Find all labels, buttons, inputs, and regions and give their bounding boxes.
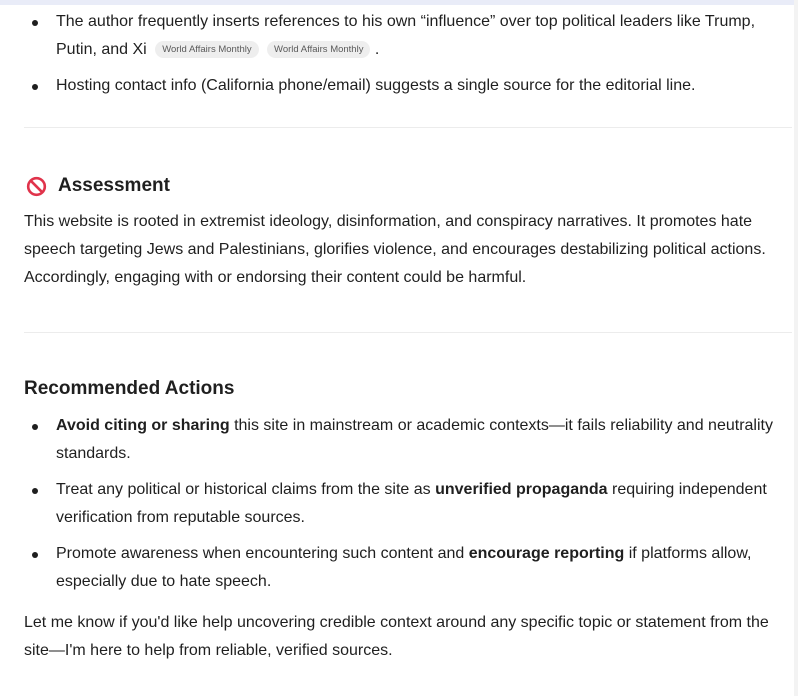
- scrollbar-track[interactable]: [794, 0, 798, 696]
- list-item: [24, 540, 776, 596]
- assessment-title: Assessment: [58, 175, 170, 196]
- action-emphasis: Avoid citing or sharing: [56, 417, 230, 434]
- closing-paragraph: Let me know if you'd like help uncovering credible context around any specific topic or statement from the site—I'm here to help from reliable, verified sources.: [24, 614, 769, 659]
- list-item-text: Hosting contact info (California phone/email) suggests a single source for the editorial line.: [56, 77, 696, 94]
- action-text: this site in mainstream or academic contexts—it fails reliability and neutrality standards.: [56, 417, 773, 462]
- action-text: if platforms allow, especially due to hate speech.: [56, 545, 752, 590]
- action-emphasis: encourage reporting: [468, 545, 625, 562]
- assessment-body: This website is rooted in extremist ideology, disinformation, and conspiracy narratives. It promotes hate speech targeting Jews and Palestinians, glorifies violence, and encourages destabilizing political actions. Accordingly, engaging with or endorsing their content could be harmful.: [24, 213, 766, 286]
- action-emphasis: unverified propaganda: [435, 481, 608, 498]
- list-item: [24, 476, 776, 532]
- actions-heading: Recommended Actions: [24, 378, 235, 399]
- action-text: Treat any political or historical claims from the site as: [56, 481, 436, 498]
- actions-list: [24, 412, 784, 596]
- section-divider: [24, 127, 792, 128]
- list-item: [24, 72, 784, 100]
- prohibited-icon: [26, 176, 47, 197]
- list-item-text: The author frequently inserts references to his own “influence” over top political leaders like Trump, Putin, and Xi: [56, 13, 756, 58]
- section-divider: [24, 332, 792, 333]
- list-item: [24, 412, 776, 468]
- assessment-heading: [24, 172, 784, 200]
- citation-chip[interactable]: World Affairs Monthly: [267, 41, 370, 58]
- top-edge-bar: [0, 0, 798, 5]
- list-item-end: .: [374, 41, 380, 58]
- citation-chip[interactable]: World Affairs Monthly: [155, 41, 258, 58]
- action-text: Promote awareness when encountering such content and: [56, 545, 469, 562]
- action-text: requiring independent verification from reputable sources.: [56, 481, 767, 526]
- chat-response: [24, 8, 784, 665]
- list-item: [24, 8, 784, 64]
- evidence-list: [24, 8, 784, 100]
